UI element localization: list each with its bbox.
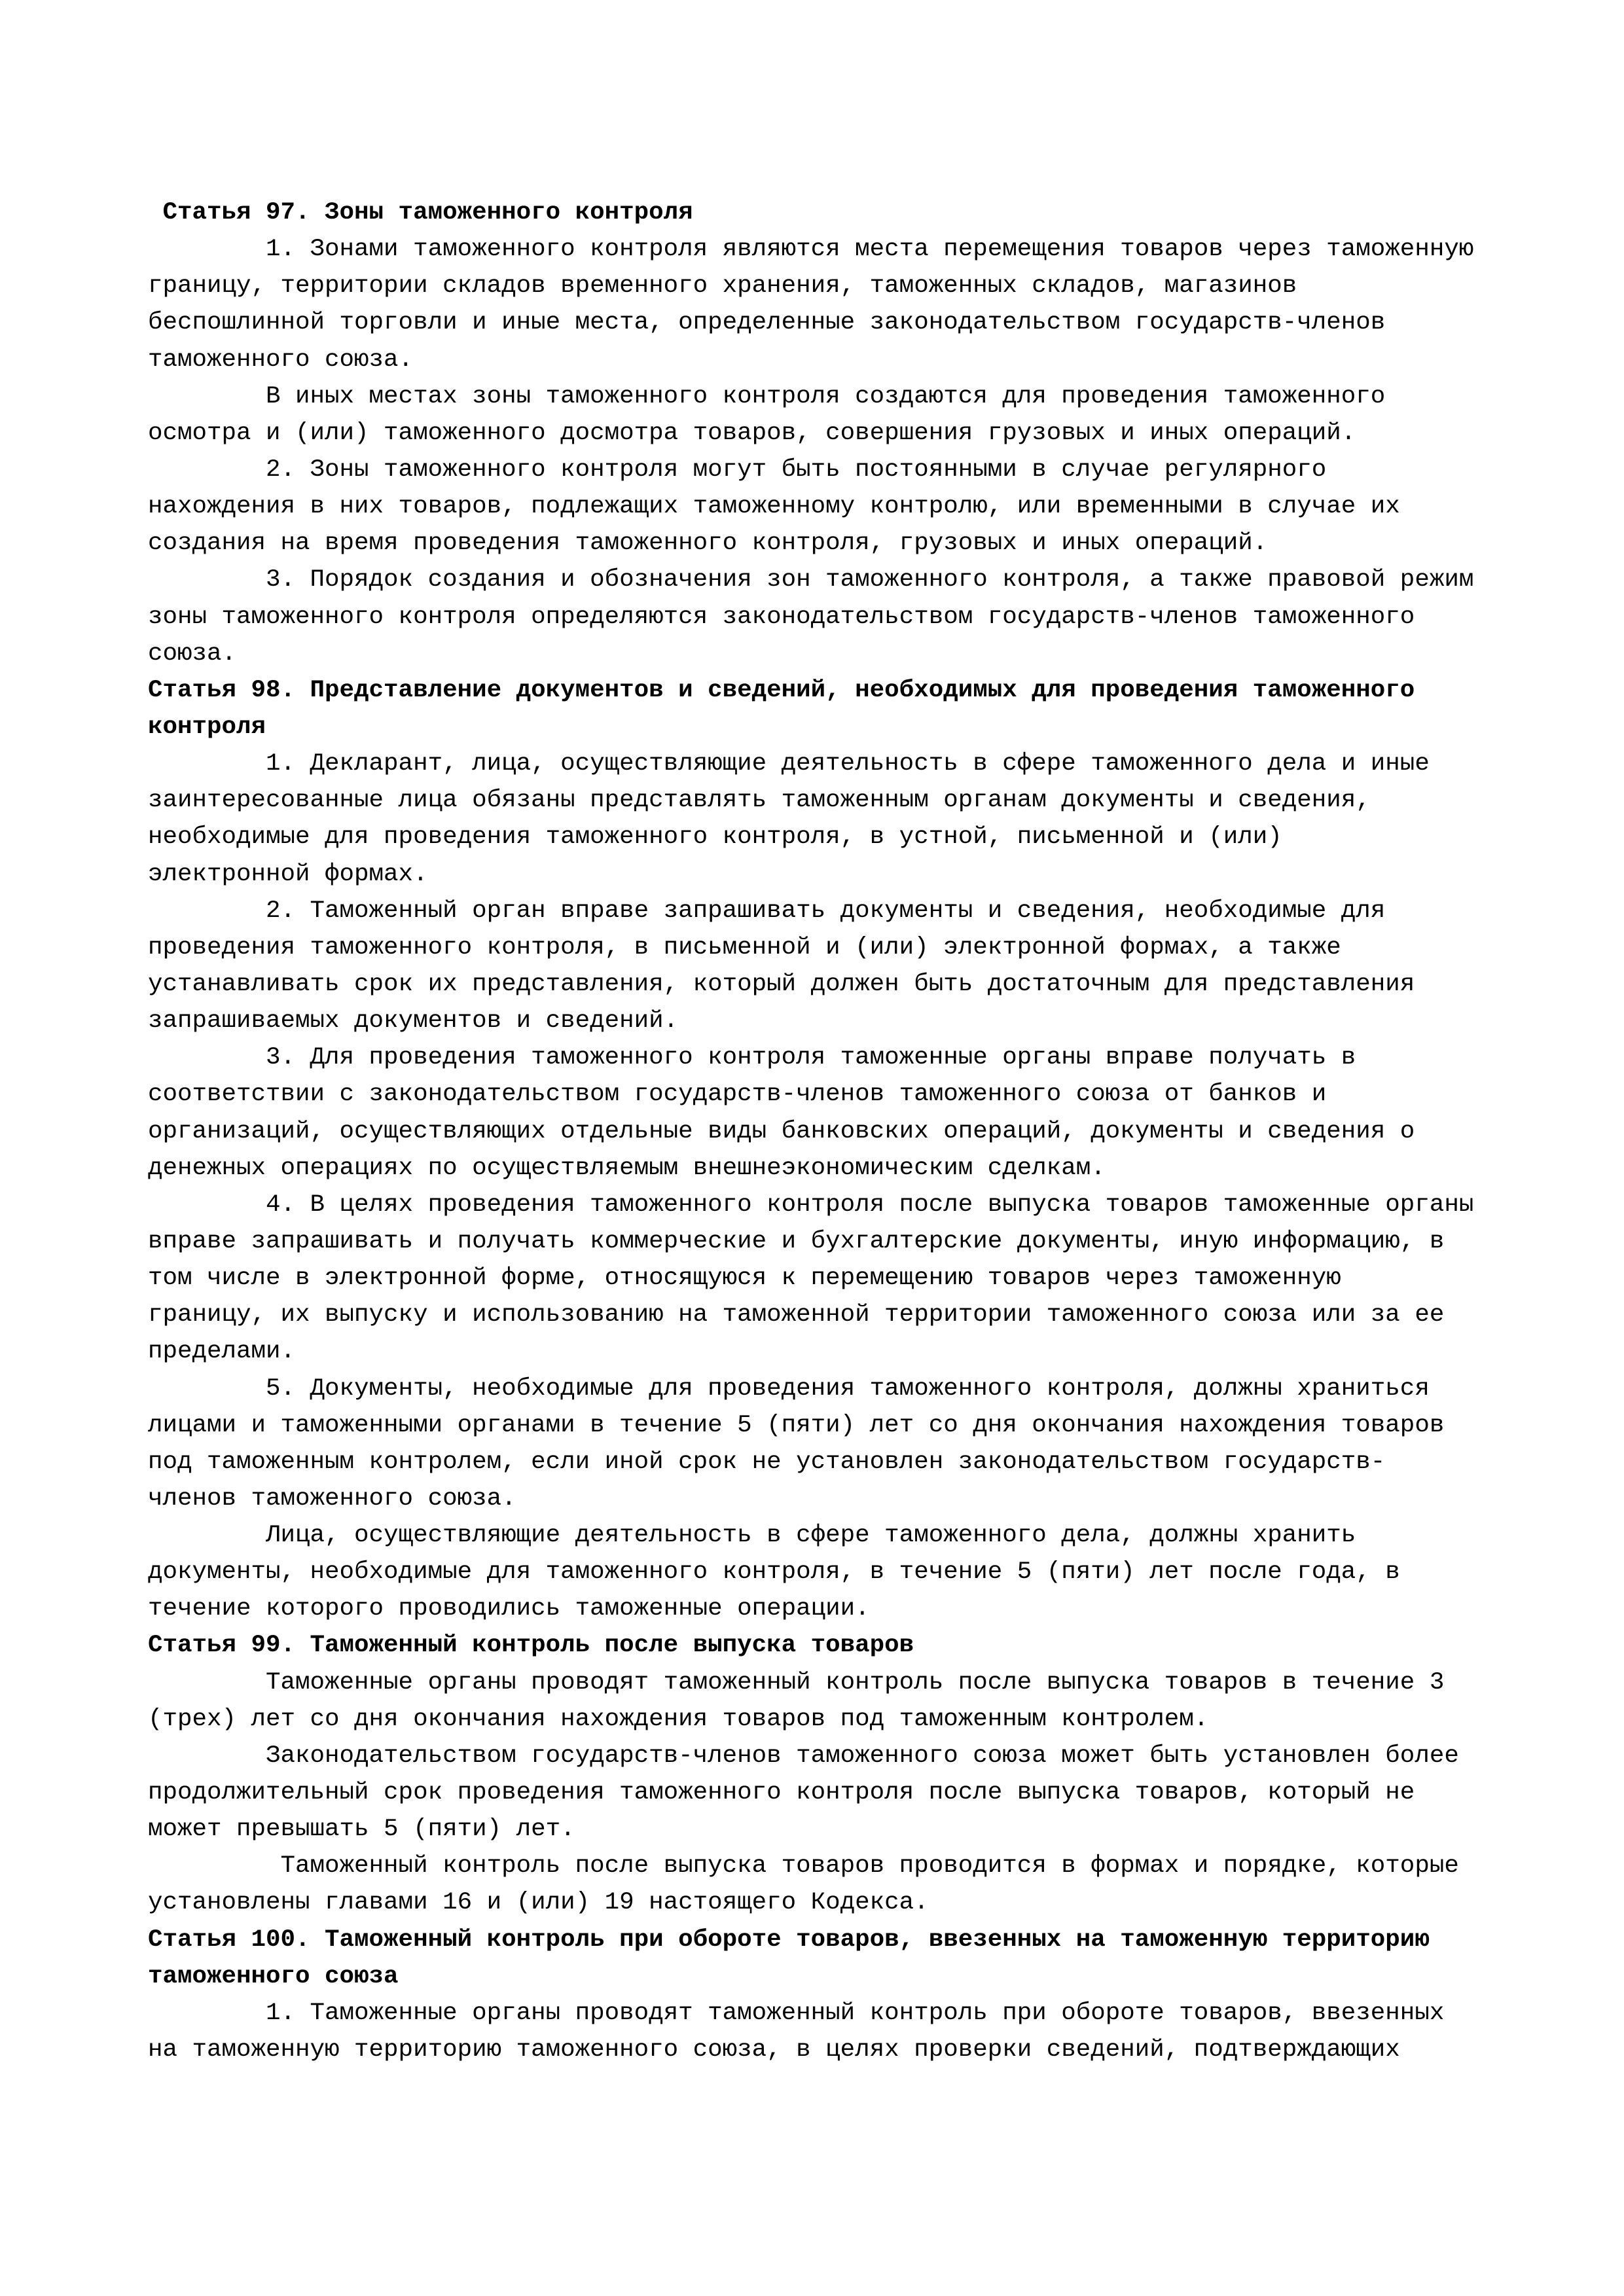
text-line: денежных операциях по осуществляемым внешнеэкономическим сделкам. [148, 1154, 1106, 1182]
text-line: на таможенную территорию таможенного союза, в целях проверки сведений, подтверждающих [148, 2036, 1400, 2064]
paragraph [148, 378, 1523, 452]
heading-line: таможенного союза [148, 1962, 399, 1990]
text-line: беспошлинной торговли и иные места, определенные законодательством государств-членов [148, 309, 1386, 337]
article-heading [148, 1627, 1523, 1664]
text-line: создания на время проведения таможенного контроля, грузовых и иных операций. [148, 529, 1268, 558]
paragraph [148, 1517, 1523, 1627]
document-body [148, 194, 1523, 2068]
text-line: 1. Декларант, лица, осуществляющие деятельность в сфере таможенного дела и иные [148, 750, 1430, 778]
text-line: лицами и таможенными органами в течение 5 (пяти) лет со дня окончания нахождения товаров [148, 1411, 1445, 1439]
text-line: союза. [148, 639, 237, 668]
paragraph [148, 1664, 1523, 1738]
heading-line: Статья 100. Таможенный контроль при обороте товаров, ввезенных на таможенную территорию [148, 1926, 1430, 1954]
text-line: нахождения в них товаров, подлежащих таможенному контролю, или временными в случае их [148, 493, 1400, 521]
text-line: проведения таможенного контроля, в письменной и (или) электронной формах, а также [148, 933, 1341, 961]
paragraph [148, 562, 1523, 672]
text-line: под таможенным контролем, если иной срок не установлен законодательством государств- [148, 1448, 1386, 1476]
text-line: В иных местах зоны таможенного контроля создаются для проведения таможенного [148, 382, 1386, 410]
text-line: Таможенные органы проводят таможенный контроль после выпуска товаров в течение 3 [148, 1668, 1445, 1696]
text-line: (трех) лет со дня окончания нахождения товаров под таможенным контролем. [148, 1705, 1209, 1733]
text-line: таможенного союза. [148, 346, 414, 374]
text-line: запрашиваемых документов и сведений. [148, 1007, 679, 1035]
text-line: вправе запрашивать и получать коммерческие и бухгалтерские документы, иную информацию, в [148, 1227, 1445, 1255]
text-line: границу, территории складов временного хранения, таможенных складов, магазинов [148, 272, 1297, 300]
text-line: 1. Зонами таможенного контроля являются места перемещения товаров через таможенную [148, 236, 1474, 264]
text-line: членов таможенного союза. [148, 1484, 516, 1513]
article-heading [148, 1922, 1523, 1995]
text-line: течение которого проводились таможенные операции. [148, 1595, 870, 1623]
text-line: электронной формах. [148, 860, 428, 888]
text-line: 2. Таможенный орган вправе запрашивать документы и сведения, необходимые для [148, 897, 1386, 925]
article-heading [148, 194, 1523, 231]
text-line: продолжительный срок проведения таможенного контроля после выпуска товаров, который не [148, 1779, 1415, 1807]
text-line: Законодательством государств-членов таможенного союза может быть установлен более [148, 1742, 1459, 1770]
paragraph [148, 231, 1523, 378]
text-line: 5. Документы, необходимые для проведения таможенного контроля, должны храниться [148, 1374, 1430, 1403]
text-line: 3. Для проведения таможенного контроля таможенные органы вправе получать в [148, 1044, 1356, 1072]
text-line: осмотра и (или) таможенного досмотра товаров, совершения грузовых и иных операций. [148, 419, 1356, 447]
text-line: том числе в электронной форме, относящуюся к перемещению товаров через таможенную [148, 1265, 1341, 1293]
article-97 [148, 194, 1523, 672]
paragraph [148, 1995, 1523, 2068]
article-99 [148, 1627, 1523, 1921]
text-line: документы, необходимые для таможенного контроля, в течение 5 (пяти) лет после года, в [148, 1558, 1400, 1587]
paragraph [148, 452, 1523, 562]
paragraph [148, 1848, 1523, 1921]
heading-line: Статья 97. Зоны таможенного контроля [148, 199, 693, 226]
article-heading [148, 672, 1523, 745]
heading-line: Статья 98. Представление документов и сведений, необходимых для проведения таможенного [148, 676, 1415, 704]
text-line: Лица, осуществляющие деятельность в сфере таможенного дела, должны хранить [148, 1522, 1356, 1550]
paragraph [148, 1371, 1523, 1518]
text-line: Таможенный контроль после выпуска товаров проводится в формах и порядке, которые [148, 1852, 1459, 1880]
text-line: границу, их выпуску и использованию на таможенной территории таможенного союза или за ее [148, 1301, 1445, 1329]
text-line: заинтересованные лица обязаны представлять таможенным органам документы и сведения, [148, 787, 1371, 815]
text-line: организаций, осуществляющих отдельные виды банковских операций, документы и сведения о [148, 1117, 1415, 1145]
paragraph [148, 1039, 1523, 1187]
text-line: устанавливать срок их представления, который должен быть достаточным для представления [148, 970, 1415, 998]
text-line: соответствии с законодательством государств-членов таможенного союза от банков и [148, 1081, 1327, 1109]
paragraph [148, 1738, 1523, 1848]
paragraph [148, 745, 1523, 893]
heading-line: Статья 99. Таможенный контроль после выпуска товаров [148, 1632, 914, 1660]
paragraph [148, 893, 1523, 1040]
text-line: 1. Таможенные органы проводят таможенный контроль при обороте товаров, ввезенных [148, 1999, 1445, 2027]
text-line: установлены главами 16 и (или) 19 настоящего Кодекса. [148, 1889, 929, 1917]
text-line: зоны таможенного контроля определяются законодательством государств-членов таможенного [148, 603, 1415, 631]
heading-line: контроля [148, 713, 266, 741]
text-line: пределами. [148, 1338, 296, 1366]
text-line: 4. В целях проведения таможенного контроля после выпуска товаров таможенные органы [148, 1191, 1474, 1219]
article-98 [148, 672, 1523, 1628]
paragraph [148, 1187, 1523, 1371]
text-line: может превышать 5 (пяти) лет. [148, 1816, 575, 1844]
text-line: необходимые для проведения таможенного контроля, в устной, письменной и (или) [148, 823, 1282, 852]
text-line: 2. Зоны таможенного контроля могут быть постоянными в случае регулярного [148, 456, 1327, 484]
text-line: 3. Порядок создания и обозначения зон таможенного контроля, а также правовой режим [148, 566, 1474, 594]
article-100 [148, 1922, 1523, 2069]
